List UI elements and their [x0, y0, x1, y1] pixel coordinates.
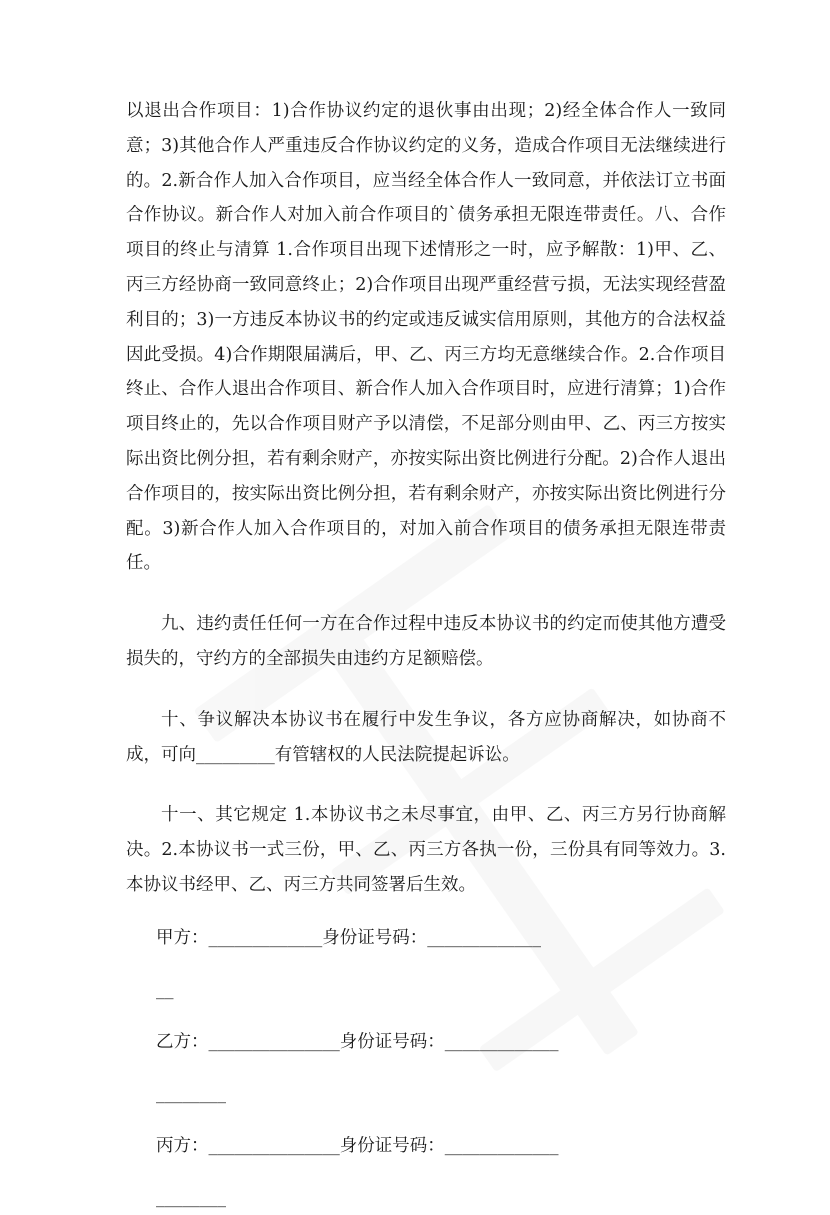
signature-party-c: 丙方：_______________身份证号码：_____________	[156, 1135, 559, 1156]
signature-party-a-tail: __	[156, 979, 174, 1000]
paragraph-other-provisions: 十一、其它规定 1.本协议书之未尽事宜，由甲、乙、丙三方另行协商解决。2.本协议书一式三份，甲、乙、丙三方各执一份，三份具有同等效力。3.本协议书经甲、乙、丙三方共同签署后生效。	[126, 805, 726, 895]
signature-party-b: 乙方：_______________身份证号码：_____________	[156, 1031, 559, 1052]
signature-party-a: 甲方：_____________身份证号码：_____________	[156, 927, 541, 948]
signature-party-b-tail: ________	[156, 1083, 226, 1104]
document-body	[126, 94, 726, 1215]
paragraph-breach-liability: 九、违约责任任何一方在合作过程中违反本协议书的约定而使其他方遭受损失的，守约方的全部损失由违约方足额赔偿。	[126, 614, 726, 669]
paragraph-termination: 以退出合作项目：1)合作协议约定的退伙事由出现；2)经全体合作人一致同意；3)其他合作人严重违反合作协议约定的义务，造成合作项目无法继续进行的。2.新合作人加入合作项目，应当经全体合作人一致同意，并依法订立书面合作协议。新合作人对加入前合作项目的`债务承担无限连带责任。八、合作项目的终止与清算 1.合作项目出现下述情形之一时，应予解散：1)甲、乙、丙三方经协商一致同意终止；2)合作项目出现严重经营亏损，无法实现经营盈利目的；3)一方违反本协议书的约定或违反诚实信用原则，其他方的合法权益因此受损。4)合作期限届满后，甲、乙、丙三方均无意继续合作。2.合作项目终止、合作人退出合作项目、新合作人加入合作项目时，应进行清算；1)合作项目终止的，先以合作项目财产予以清偿，不足部分则由甲、乙、丙三方按实际出资比例分担，若有剩余财产，亦按实际出资比例进行分配。2)合作人退出合作项目的，按实际出资比例分担，若有剩余财产，亦按实际出资比例进行分配。3)新合作人加入合作项目的，对加入前合作项目的债务承担无限连带责任。	[126, 101, 726, 574]
paragraph-dispute-resolution: 十、争议解决本协议书在履行中发生争议，各方应协商解决，如协商不成，可向_________有管辖权的人民法院提起诉讼。	[126, 709, 726, 765]
signature-party-c-tail: ________	[156, 1187, 226, 1208]
